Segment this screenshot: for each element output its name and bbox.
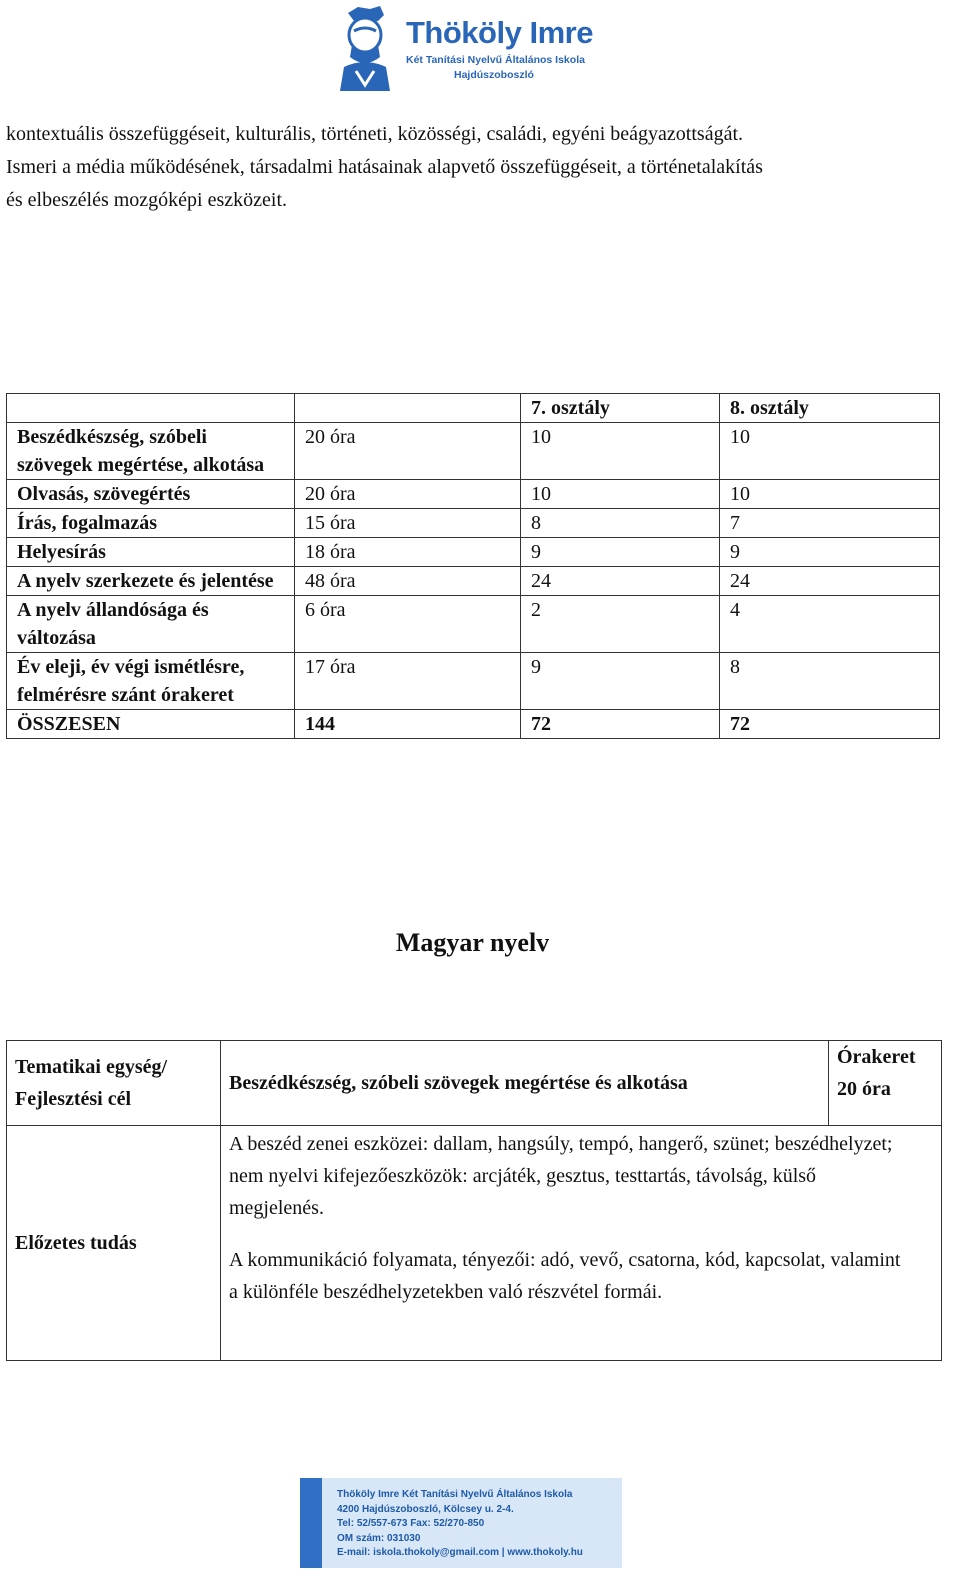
topic-label: Tematikai egység/ Fejlesztési cél xyxy=(7,1041,221,1126)
school-logo xyxy=(334,4,606,92)
grade7-cell: 9 xyxy=(521,653,720,710)
hours-cell: 18 óra xyxy=(295,538,521,567)
table-row xyxy=(7,596,940,653)
grade7-cell: 8 xyxy=(521,509,720,538)
total-row xyxy=(7,710,940,739)
grade8-cell: 7 xyxy=(720,509,940,538)
table-row xyxy=(7,567,940,596)
unit-header-row xyxy=(7,1041,942,1126)
unit-table xyxy=(6,1040,942,1361)
prior-knowledge-label: Előzetes tudás xyxy=(7,1126,221,1361)
topic-cell: Írás, fogalmazás xyxy=(7,509,295,538)
school-subtitle: Két Tanítási Nyelvű Általános Iskola xyxy=(406,53,585,66)
hours-table xyxy=(6,393,940,739)
footer-line: Tel: 52/557-673 Fax: 52/270-850 xyxy=(337,1518,485,1529)
footer-line: 4200 Hajdúszoboszló, Kölcsey u. 2-4. xyxy=(337,1503,514,1515)
topic-cell: Olvasás, szövegértés xyxy=(7,480,295,509)
header-cell xyxy=(7,394,295,423)
footer-accent-bar xyxy=(300,1478,322,1568)
grade8-cell: 9 xyxy=(720,538,940,567)
footer-line: Thököly Imre Két Tanítási Nyelvű Általános Iskola xyxy=(337,1489,573,1500)
school-city: Hajdúszoboszló xyxy=(454,68,534,81)
section-title: Magyar nyelv xyxy=(395,928,550,957)
hours-cell: 6 óra xyxy=(295,596,521,653)
table-row xyxy=(7,538,940,567)
total-grade7: 72 xyxy=(521,710,720,739)
grade8-cell: 24 xyxy=(720,567,940,596)
intro-line: Ismeri a média működésének, társadalmi hatásainak alapvető összefüggéseit, a történetalakítás xyxy=(6,156,763,178)
table-header-row xyxy=(7,394,940,423)
intro-line: és elbeszélés mozgóképi eszközeit. xyxy=(6,189,287,211)
total-hours: 144 xyxy=(295,710,521,739)
grade8-cell: 8 xyxy=(720,653,940,710)
prior-paragraph: A beszéd zenei eszközei: dallam, hangsúly, tempó, hangerő, szünet; beszédhelyzet; nem nyelvi kifejezőeszközök: arcjáték, gesztus, testtartás, távolság, külső megjelenés. xyxy=(229,1133,893,1219)
topic-cell: A nyelv szerkezete és jelentése xyxy=(7,567,295,596)
hours-label: Órakeret xyxy=(837,1046,916,1068)
portrait-icon xyxy=(334,5,396,91)
grade8-cell: 4 xyxy=(720,596,940,653)
grade7-cell: 24 xyxy=(521,567,720,596)
topic-cell: Helyesírás xyxy=(7,538,295,567)
footer-contact-block xyxy=(300,1478,622,1568)
header-cell-grade7: 7. osztály xyxy=(521,394,720,423)
grade7-cell: 10 xyxy=(521,423,720,480)
hours-cell: 20 óra xyxy=(295,480,521,509)
table-row xyxy=(7,423,940,480)
footer-line: OM szám: 031030 xyxy=(337,1532,421,1544)
intro-paragraph xyxy=(6,118,941,217)
topic-cell: Év eleji, év végi ismétlésre, felmérésre szánt órakeret xyxy=(7,653,295,710)
hours-value: 20 óra xyxy=(837,1078,891,1100)
table-row xyxy=(7,480,940,509)
topic-title: Beszédkészség, szóbeli szövegek megértése és alkotása xyxy=(221,1041,829,1126)
hours-cell: 48 óra xyxy=(295,567,521,596)
prior-paragraph: A kommunikáció folyamata, tényezői: adó, vevő, csatorna, kód, kapcsolat, valamint a különféle beszédhelyzetekben való részvétel formái. xyxy=(229,1249,901,1303)
total-label: ÖSSZESEN xyxy=(7,710,295,739)
footer-line: E-mail: iskola.thokoly@gmail.com | www.thokoly.hu xyxy=(337,1547,583,1558)
grade7-cell: 9 xyxy=(521,538,720,567)
hours-cell: 15 óra xyxy=(295,509,521,538)
intro-line: kontextuális összefüggéseit, kulturális, történeti, közösségi, családi, egyéni beágyazottságát. xyxy=(6,123,744,145)
table-row xyxy=(7,653,940,710)
total-grade8: 72 xyxy=(720,710,940,739)
hours-box xyxy=(829,1041,942,1126)
topic-cell: A nyelv állandósága és változása xyxy=(7,596,295,653)
grade7-cell: 10 xyxy=(521,480,720,509)
hours-cell: 17 óra xyxy=(295,653,521,710)
hours-cell: 20 óra xyxy=(295,423,521,480)
grade7-cell: 2 xyxy=(521,596,720,653)
prior-knowledge-row xyxy=(7,1126,942,1361)
grade8-cell: 10 xyxy=(720,423,940,480)
prior-knowledge-content xyxy=(221,1126,942,1361)
grade8-cell: 10 xyxy=(720,480,940,509)
header-cell-grade8: 8. osztály xyxy=(720,394,940,423)
table-row xyxy=(7,509,940,538)
topic-cell: Beszédkészség, szóbeli szövegek megértése, alkotása xyxy=(7,423,295,480)
header-cell xyxy=(295,394,521,423)
school-name: Thököly Imre xyxy=(406,14,593,50)
